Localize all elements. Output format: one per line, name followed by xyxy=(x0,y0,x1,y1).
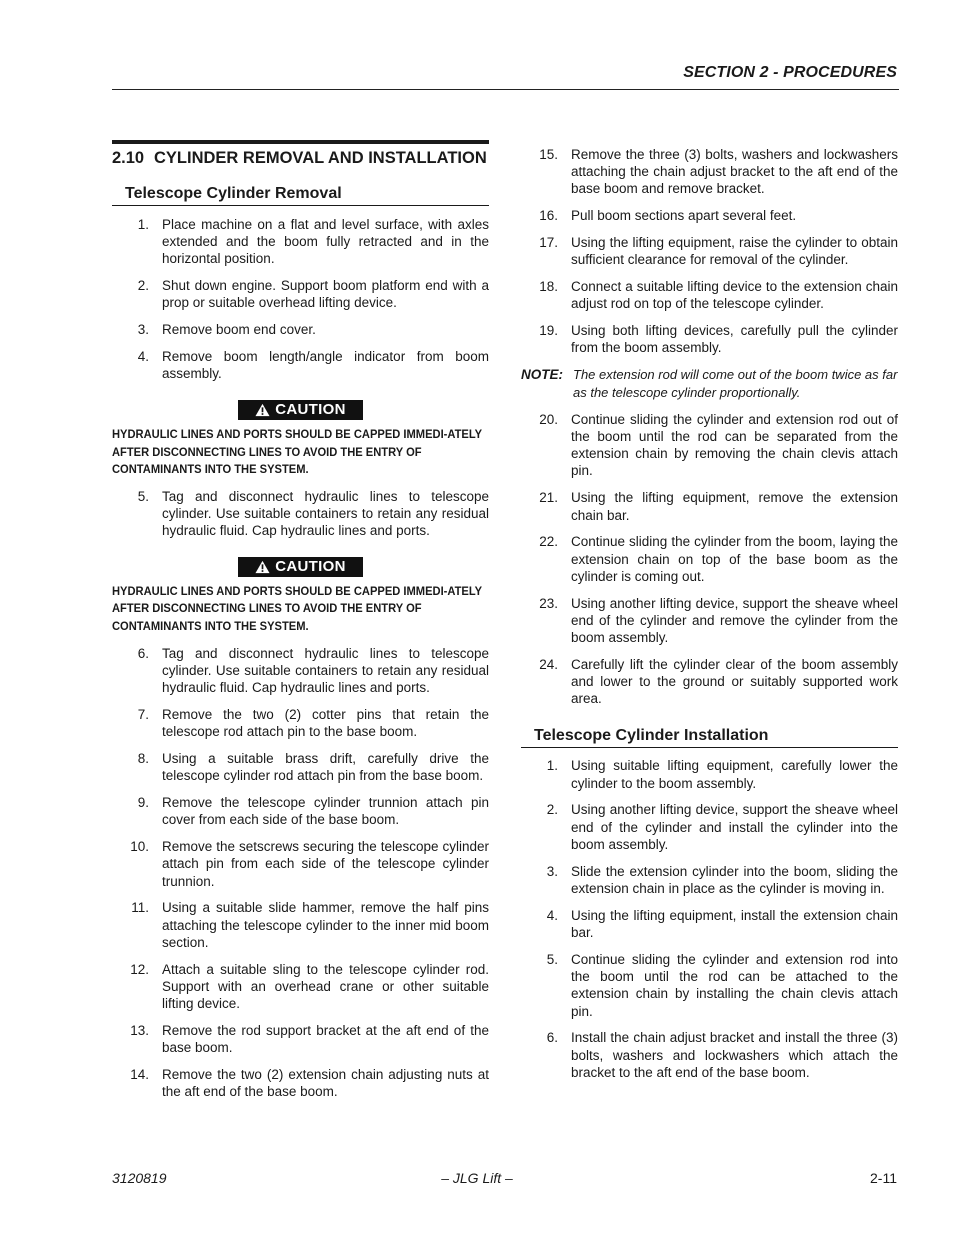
step-number: 11. xyxy=(131,900,149,916)
step-text: Using the lifting equipment, raise the cylinder to obtain sufficient clearance for removal of the cylinder. xyxy=(571,234,898,268)
step-number: 17. xyxy=(539,234,558,250)
step-item xyxy=(521,907,898,941)
section-heading xyxy=(112,140,489,168)
step-item xyxy=(521,757,898,791)
step-number: 24. xyxy=(539,657,558,673)
step-text: Remove the rod support bracket at the aft end of the base boom. xyxy=(162,1023,489,1056)
step-item xyxy=(521,146,898,198)
step-number: 6. xyxy=(137,645,149,661)
header-divider xyxy=(112,89,899,90)
step-item xyxy=(521,411,898,480)
step-text: Tag and disconnect hydraulic lines to telescope cylinder. Use suitable containers to retain any residual hydraulic fluid. Cap hydraulic lines and ports. xyxy=(162,488,489,539)
step-item xyxy=(521,801,898,853)
step-text: Tag and disconnect hydraulic lines to telescope cylinder. Use suitable containers to retain any residual hydraulic fluid. Cap hydraulic lines and ports. xyxy=(162,645,489,695)
step-text: Carefully lift the cylinder clear of the boom assembly and lower to the ground or suitably supported work area. xyxy=(571,657,898,707)
caution-banner-1 xyxy=(238,400,363,420)
removal-steps-b xyxy=(112,488,489,540)
step-number: 16. xyxy=(539,207,558,223)
step-number: 13. xyxy=(130,1023,149,1039)
step-text: Remove the two (2) extension chain adjusting nuts at the aft end of the base boom. xyxy=(162,1067,489,1100)
step-item xyxy=(112,348,489,382)
step-text: Slide the extension cylinder into the boom, sliding the extension chain in place as the cylinder is moving in. xyxy=(571,863,898,896)
step-number: 5. xyxy=(546,951,558,967)
step-item xyxy=(521,533,898,585)
step-text: Using another lifting device, support the sheave wheel end of the cylinder and remove the cylinder from the boom assembly. xyxy=(571,595,898,646)
note-text: The extension rod will come out of the boom twice as far as the telescope cylinder proportionally. xyxy=(573,367,898,400)
installation-steps xyxy=(521,757,898,1081)
right-column xyxy=(521,136,898,1081)
section-number: 2.10 xyxy=(112,149,145,167)
removal-heading: Telescope Cylinder Removal xyxy=(112,184,489,206)
step-item xyxy=(112,216,489,268)
caution-label: CAUTION xyxy=(275,401,346,419)
step-text: Continue sliding the cylinder from the boom, laying the extension chain on top of the base boom as the cylinder is coming out. xyxy=(571,534,898,584)
step-number: 4. xyxy=(137,348,149,364)
step-number: 3. xyxy=(137,322,149,338)
step-item xyxy=(521,951,898,1020)
step-text: Remove boom length/angle indicator from boom assembly. xyxy=(162,348,489,382)
step-number: 1. xyxy=(137,216,149,232)
step-item xyxy=(112,1022,489,1056)
step-number: 21. xyxy=(539,490,558,506)
step-number: 12. xyxy=(130,961,149,977)
step-text: Using another lifting device, support the sheave wheel end of the cylinder and install the cylinder into the boom assembly. xyxy=(571,802,898,852)
step-item xyxy=(521,234,898,268)
step-number: 3. xyxy=(546,863,558,879)
step-text: Shut down engine. Support boom platform end with a prop or suitable overhead lifting device. xyxy=(162,277,489,311)
left-column xyxy=(112,140,489,1101)
section-title: CYLINDER REMOVAL AND INSTALLATION xyxy=(154,149,487,167)
removal-steps-e xyxy=(521,411,898,708)
step-number: 4. xyxy=(546,907,558,923)
step-text: Using the lifting equipment, install the extension chain bar. xyxy=(571,907,898,941)
removal-steps-a xyxy=(112,216,489,383)
step-number: 2. xyxy=(137,277,149,293)
step-item xyxy=(112,488,489,540)
step-item xyxy=(521,595,898,647)
note xyxy=(521,366,898,400)
step-number: 15. xyxy=(539,146,558,162)
step-number: 2. xyxy=(546,802,558,818)
step-item xyxy=(112,706,489,740)
removal-steps-d xyxy=(521,146,898,357)
step-text: Using a suitable slide hammer, remove the half pins attaching the telescope cylinder to the inner mid boom section. xyxy=(162,900,489,950)
step-number: 5. xyxy=(137,488,149,504)
step-item xyxy=(521,322,898,356)
step-number: 9. xyxy=(137,795,149,811)
step-item xyxy=(521,656,898,708)
step-number: 22. xyxy=(539,534,558,550)
step-item xyxy=(112,899,489,951)
installation-heading: Telescope Cylinder Installation xyxy=(521,726,898,748)
step-text: Remove boom end cover. xyxy=(162,322,316,338)
step-number: 6. xyxy=(546,1030,558,1046)
step-number: 18. xyxy=(539,278,558,294)
step-item xyxy=(521,863,898,897)
step-item xyxy=(521,207,898,224)
caution-label: CAUTION xyxy=(275,558,346,576)
step-number: 8. xyxy=(137,750,149,766)
step-text: Remove the telescope cylinder trunnion attach pin cover from each side of the base boom. xyxy=(162,795,489,828)
step-item xyxy=(112,321,489,338)
step-text: Using suitable lifting equipment, carefully lower the cylinder to the boom assembly. xyxy=(571,758,898,791)
section-header-title: SECTION 2 - PROCEDURES xyxy=(683,64,897,81)
caution-text-2: HYDRAULIC LINES AND PORTS SHOULD BE CAPPED IMMEDI-ATELY AFTER DISCONNECTING LINES TO AVOID THE ENTRY OF CONTAMINANTS INTO THE SYSTEM. xyxy=(112,584,482,633)
footer-document-number: 3120819 xyxy=(112,1170,167,1186)
step-number: 23. xyxy=(539,595,558,611)
step-item xyxy=(112,794,489,828)
caution-banner-2 xyxy=(238,557,363,577)
removal-steps-c xyxy=(112,645,489,1101)
step-item xyxy=(112,961,489,1013)
step-number: 20. xyxy=(539,411,558,427)
step-text: Place machine on a flat and level surface, with axles extended and the boom fully retracted and in the horizontal position. xyxy=(162,216,489,267)
step-text: Remove the two (2) cotter pins that retain the telescope rod attach pin to the base boom. xyxy=(162,706,489,740)
step-text: Pull boom sections apart several feet. xyxy=(571,207,797,223)
step-text: Connect a suitable lifting device to the extension chain adjust rod on top of the telescope cylinder. xyxy=(571,278,898,312)
step-item xyxy=(112,1066,489,1100)
step-text: Remove the three (3) bolts, washers and lockwashers attaching the chain adjust bracket to the aft end of the base boom and remove bracket. xyxy=(571,146,898,197)
step-item xyxy=(521,489,898,523)
step-number: 7. xyxy=(137,706,149,722)
step-number: 10. xyxy=(130,839,149,855)
step-item xyxy=(112,277,489,311)
step-text: Install the chain adjust bracket and install the three (3) bolts, washers and lockwashers which attach the bracket to the aft end of the base boom. xyxy=(571,1030,898,1080)
step-text: Using the lifting equipment, remove the extension chain bar. xyxy=(571,490,898,523)
step-item xyxy=(521,278,898,312)
step-number: 1. xyxy=(546,758,558,774)
note-label: NOTE: xyxy=(521,367,563,383)
step-text: Remove the setscrews securing the telescope cylinder attach pin from each side of the telescope cylinder trunnion. xyxy=(162,839,489,889)
step-item xyxy=(112,645,489,697)
step-text: Using a suitable brass drift, carefully drive the telescope cylinder rod attach pin from the base boom. xyxy=(162,750,489,784)
step-number: 14. xyxy=(130,1067,149,1083)
step-text: Attach a suitable sling to the telescope cylinder rod. Support with an overhead crane or other suitable lifting device. xyxy=(162,961,489,1012)
footer-page-number: 2-11 xyxy=(870,1170,897,1186)
step-text: Using both lifting devices, carefully pull the cylinder from the boom assembly. xyxy=(571,323,898,356)
step-text: Continue sliding the cylinder and extension rod into the boom until the rod can be attached to the extension chain by installing the chain clevis attach pin. xyxy=(571,951,898,1019)
step-item xyxy=(521,1029,898,1081)
step-text: Continue sliding the cylinder and extension rod out of the boom until the rod can be separated from the extension chain by removing the chain clevis attach pin. xyxy=(571,411,898,479)
step-item xyxy=(112,750,489,784)
step-item xyxy=(112,838,489,890)
footer-brand: – JLG Lift – xyxy=(441,1170,513,1186)
warning-triangle-icon xyxy=(255,403,270,417)
step-number: 19. xyxy=(539,323,558,339)
warning-triangle-icon xyxy=(255,560,270,574)
caution-text-1: HYDRAULIC LINES AND PORTS SHOULD BE CAPPED IMMEDI-ATELY AFTER DISCONNECTING LINES TO AVOID THE ENTRY OF CONTAMINANTS INTO THE SYSTEM. xyxy=(112,427,482,476)
